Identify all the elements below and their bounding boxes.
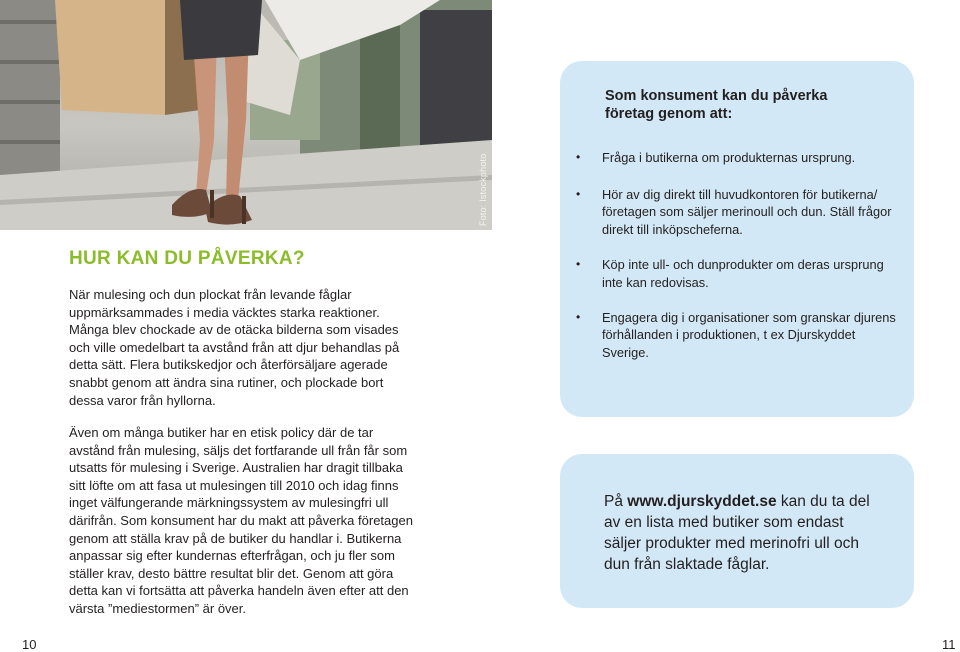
website-info-prefix: På <box>604 493 628 510</box>
section-heading: HUR KAN DU PÅVERKA? <box>69 248 305 269</box>
list-item: • Köp inte ull- och dunprodukter om deras ursprung inte kan redovisas. <box>576 256 896 291</box>
page-number-right: 11 <box>942 637 956 652</box>
list-item: • Engagera dig i organisationer som granskar djurens förhållanden i produktionen, t ex Djurskyddet Sverige. <box>576 309 896 362</box>
website-info-text <box>604 491 884 575</box>
consumer-tips-box <box>560 61 914 417</box>
website-link[interactable]: www.djurskyddet.se <box>627 493 777 510</box>
consumer-tips-list <box>576 149 896 361</box>
page-number-left: 10 <box>22 637 37 652</box>
body-paragraph: Även om många butiker har en etisk policy där de tar avstånd från mulesing, säljs det fortfarande ull från får som utsatts för mulesing i Sverige. Australien har dragit tillbaka sitt löfte om att fasa ut mulesingen till 2010 och idag finns inget välfungerande märkningssystem av mulesingfri ull därifrån. Som konsument har du makt att påverka företagen genom att ställa krav på de butiker du handlar i. Butikerna anpassar sig efter kundernas efterfrågan, och ju fler som ställer krav, desto bättre resultat blir det. Genom att göra detta kan vi fortsätta att påverka handeln även efter att den värsta ”mediestormen” är över. <box>69 425 413 616</box>
list-item: • Hör av dig direkt till huvudkontoren för butikerna/ företagen som säljer merinoull och dun. Ställ frågor direkt till inköpscheferna. <box>576 186 896 239</box>
photo-credit: Foto: Istockphoto <box>478 153 488 226</box>
shopping-photo-illustration <box>0 0 492 230</box>
shopping-photo <box>0 0 492 230</box>
intro-paragraph: När mulesing och dun plockat från levande fåglar uppmärksammades i media väcktes starka reaktioner. Många blev chockade av de otäcka bilderna som visades och ville omedelbart ta avstånd från att djur behandlas på detta sätt. Flera butikskedjor och återförsäljare agerade snabbt genom att ändra sina rutiner, och plockade bort dessa varor från hyllorna. <box>69 287 400 408</box>
website-info-box <box>560 454 914 608</box>
consumer-tips-title: Som konsument kan du påverka företag genom att: <box>605 88 828 122</box>
list-item: • Fråga i butikerna om produkternas ursprung. <box>576 149 896 167</box>
website-info-suffix: kan du ta del av en lista med butiker som endast säljer produkter med merinofri ull och dun från slaktade fåglar. <box>604 493 870 573</box>
